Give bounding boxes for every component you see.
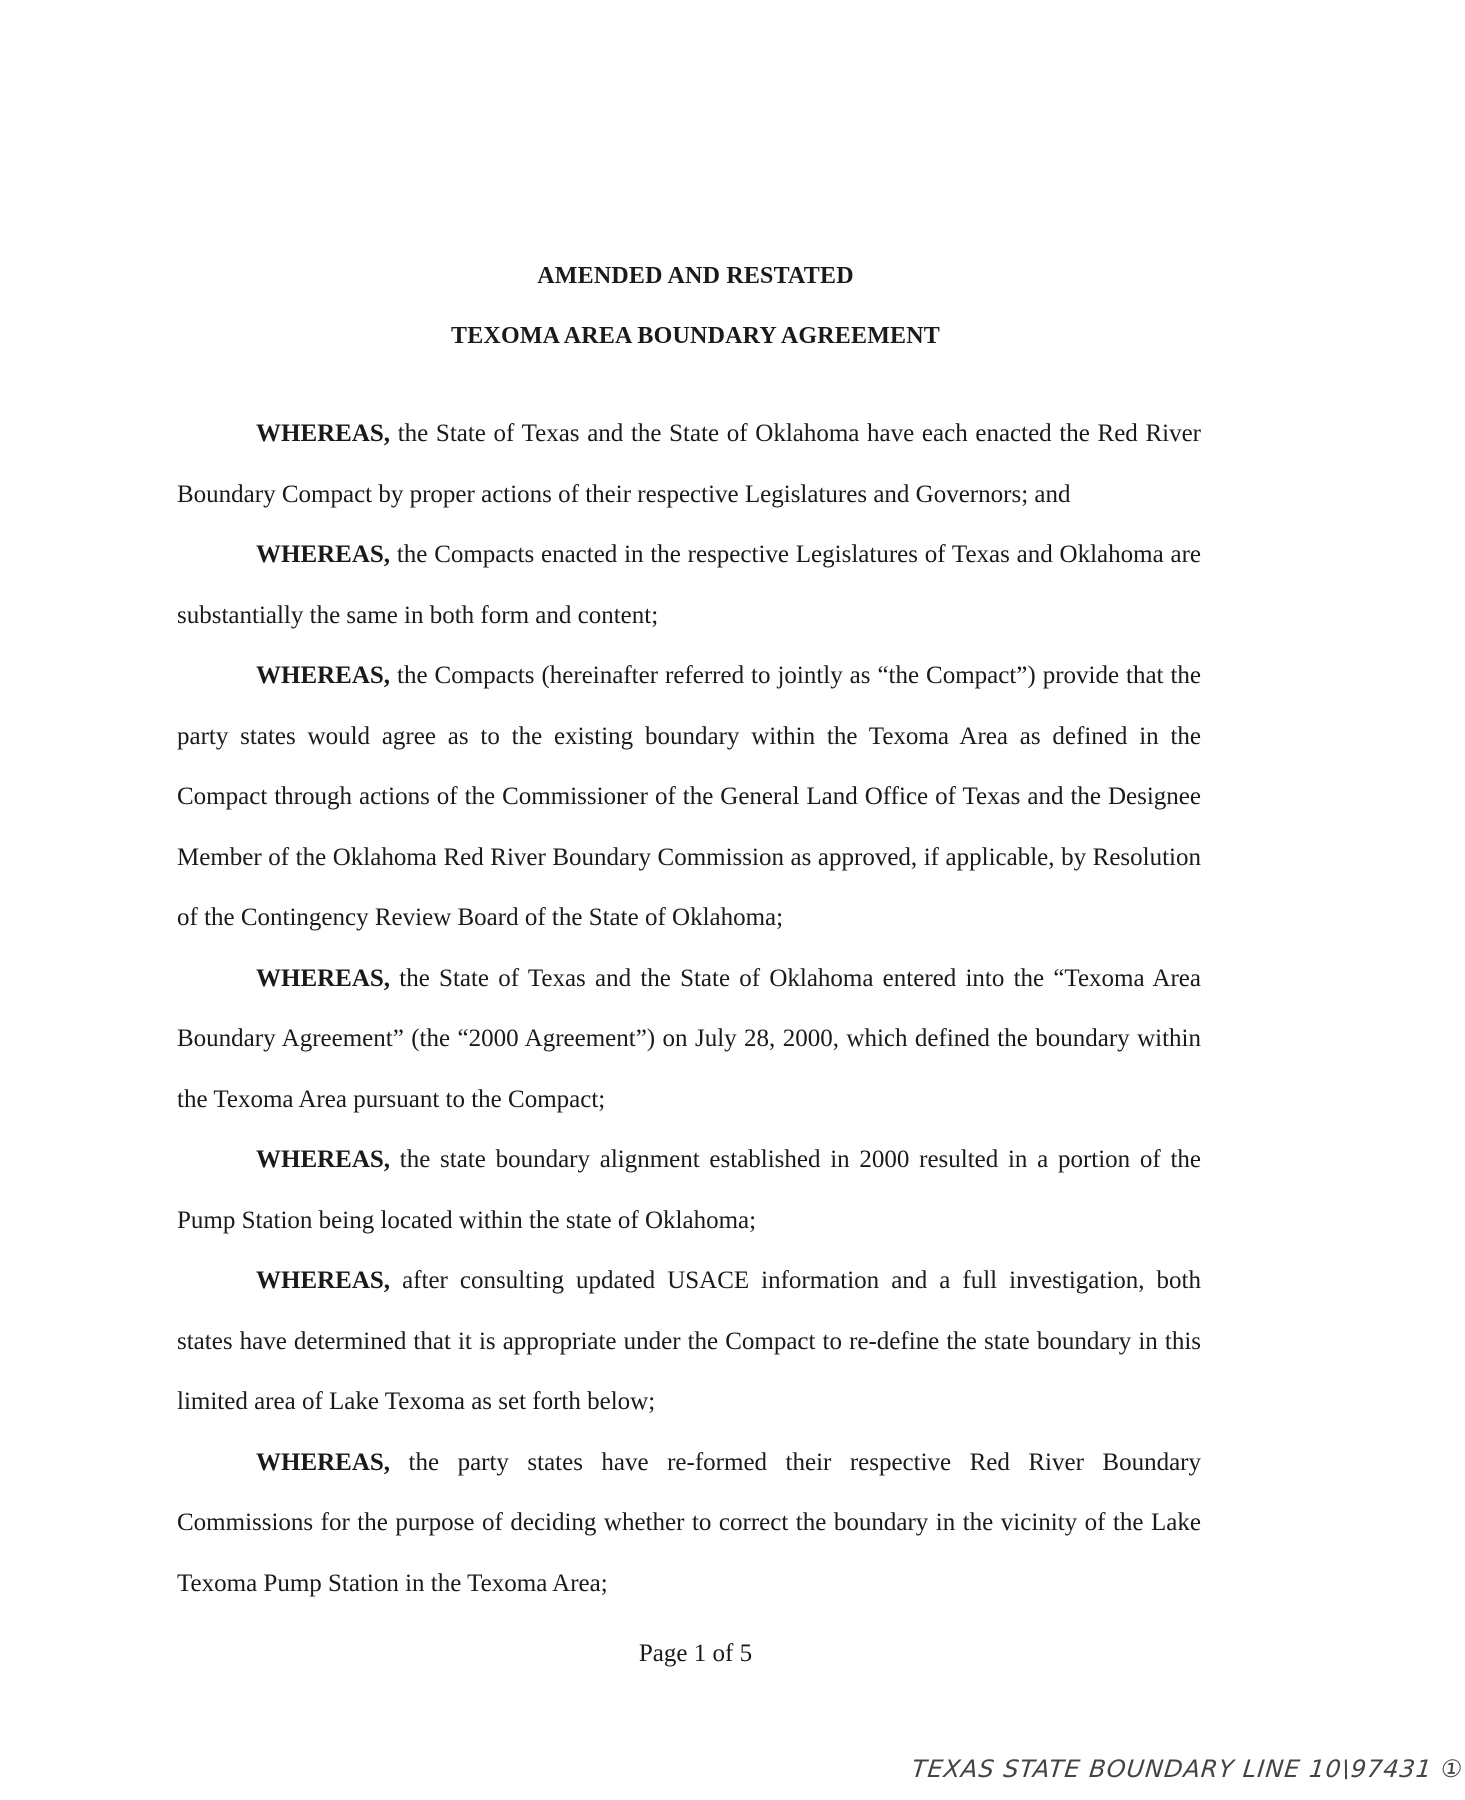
paragraph-lead: WHEREAS,: [256, 964, 391, 992]
document-title-line-1: AMENDED AND RESTATED: [537, 263, 854, 289]
document-body: [177, 404, 1201, 1614]
paragraph-6: [177, 1251, 1201, 1433]
paragraph-text: the state boundary alignment established in 2000 resulted in a portion of the Pump Station being located within the state of Oklahoma;: [177, 1146, 1201, 1234]
paragraph-text: the Compacts enacted in the respective Legislatures of Texas and Oklahoma are substantially the same in both form and content;: [177, 541, 1201, 629]
paragraph-4: [177, 949, 1201, 1131]
paragraph-lead: WHEREAS,: [256, 1448, 391, 1476]
paragraph-1: [177, 404, 1201, 525]
paragraph-text: the State of Texas and the State of Oklahoma have each enacted the Red River Boundary Compact by proper actions of their respective Legislatures and Governors; and: [177, 420, 1201, 508]
paragraph-lead: WHEREAS,: [256, 541, 391, 568]
paragraph-lead: WHEREAS,: [256, 420, 391, 447]
paragraph-text: the party states have re-formed their respective Red River Boundary Commissions for the purpose of deciding whether to correct the boundary in the vicinity of the Lake Texoma Pump Station in the Texoma Area;: [177, 1448, 1201, 1597]
paragraph-text: the State of Texas and the State of Oklahoma entered into the “Texoma Area Boundary Agreement” (the “2000 Agreement”) on July 28, 2000, which defined the boundary within the Texoma Area pursuant to the Compact;: [177, 964, 1201, 1113]
page-number: Page 1 of 5: [638, 1640, 753, 1667]
paragraph-lead: WHEREAS,: [256, 1146, 391, 1173]
document-title-line-2: TEXOMA AREA BOUNDARY AGREEMENT: [451, 323, 940, 349]
paragraph-5: [177, 1130, 1201, 1251]
paragraph-lead: WHEREAS,: [256, 662, 391, 689]
paragraph-7: [177, 1433, 1201, 1615]
paragraph-text: after consulting updated USACE information and a full investigation, both states have determined that it is appropriate under the Compact to re-define the state boundary in this limited area of Lake Texoma as set forth below;: [177, 1267, 1201, 1415]
paragraph-2: [177, 525, 1201, 646]
handwritten-annotation: TEXAS STATE BOUNDARY LINE 10\97431 ①: [910, 1755, 1465, 1783]
paragraph-3: [177, 646, 1201, 949]
paragraph-lead: WHEREAS,: [256, 1267, 391, 1294]
paragraph-text: the Compacts (hereinafter referred to jointly as “the Compact”) provide that the party states would agree as to the existing boundary within the Texoma Area as defined in the Compact through actions of the Commissioner of the General Land Office of Texas and the Designee Member of the Oklahoma Red River Boundary Commission as approved, if applicable, by Resolution of the Contingency Review Board of the State of Oklahoma;: [177, 662, 1201, 931]
